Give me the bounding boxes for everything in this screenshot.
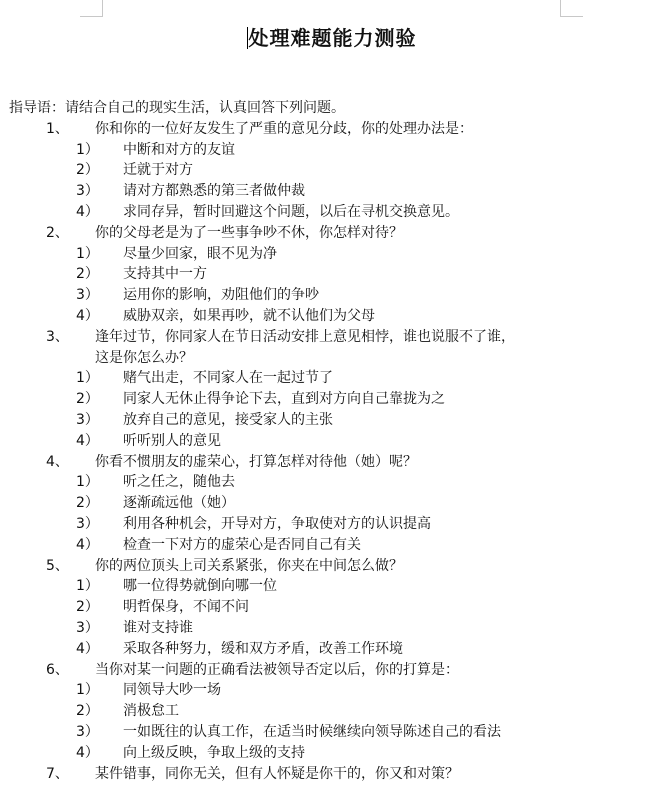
page-corner-mark-left: [80, 0, 103, 17]
question-number: 4、: [46, 453, 69, 470]
option-text: 中断和对方的友谊: [123, 141, 235, 158]
option-text: 谁对支持谁: [123, 619, 193, 636]
option-number: 1）: [76, 474, 99, 491]
option-line: [0, 514, 663, 535]
option-line: [0, 597, 663, 618]
option-line: [0, 389, 663, 410]
question-number: 7、: [46, 765, 69, 782]
option-line: [0, 618, 663, 639]
option-number: 3）: [76, 723, 99, 740]
option-line: [0, 680, 663, 701]
option-text: 听听别人的意见: [123, 432, 221, 449]
option-number: 2）: [76, 391, 99, 408]
intro-line: [0, 98, 663, 119]
option-text: 利用各种机会，开导对方，争取使对方的认识提高: [123, 515, 431, 532]
option-number: 3）: [76, 411, 99, 428]
option-text: 迁就于对方: [123, 162, 193, 179]
option-number: 4）: [76, 536, 99, 553]
question-line: [0, 119, 663, 140]
question-line: [0, 223, 663, 244]
option-line: [0, 639, 663, 660]
question-text: 你和你的一位好友发生了严重的意见分歧，你的处理办法是：: [95, 120, 473, 137]
option-text: 消极怠工: [123, 703, 179, 720]
option-text: 放弃自己的意见，接受家人的主张: [123, 411, 333, 428]
option-number: 3）: [76, 287, 99, 304]
option-number: 4）: [76, 744, 99, 761]
option-text: 逐渐疏远他（她）: [123, 495, 235, 512]
option-number: 2）: [76, 266, 99, 283]
option-line: [0, 743, 663, 764]
option-line: [0, 535, 663, 556]
option-text: 采取各种努力，缓和双方矛盾，改善工作环境: [123, 640, 403, 657]
option-text: 赌气出走，不同家人在一起过节了: [123, 370, 333, 387]
option-number: 4）: [76, 640, 99, 657]
option-line: [0, 181, 663, 202]
question-number: 5、: [46, 557, 69, 574]
option-line: [0, 368, 663, 389]
option-text: 威胁双亲，如果再吵，就不认他们为父母: [123, 307, 375, 324]
option-text: 向上级反映，争取上级的支持: [123, 744, 305, 761]
option-number: 4）: [76, 432, 99, 449]
option-number: 1）: [76, 245, 99, 262]
option-line: [0, 160, 663, 181]
option-number: 1）: [76, 370, 99, 387]
option-text: 一如既往的认真工作，在适当时候继续向领导陈述自己的看法: [123, 723, 501, 740]
option-line: [0, 306, 663, 327]
question-line: [0, 327, 663, 348]
question-text: 逢年过节，你同家人在节日活动安排上意见相悖，谁也说服不了谁，: [95, 328, 515, 345]
question-text: 某件错事，同你无关，但有人怀疑是你干的，你又和对策？: [95, 765, 459, 782]
option-line: [0, 701, 663, 722]
question-line: [0, 660, 663, 681]
option-line: [0, 576, 663, 597]
option-text: 请对方都熟悉的第三者做仲裁: [123, 183, 305, 200]
option-line: [0, 722, 663, 743]
text-cursor: [247, 27, 248, 49]
option-text: 哪一位得势就倒向哪一位: [123, 578, 277, 595]
option-number: 3）: [76, 183, 99, 200]
option-number: 1）: [76, 578, 99, 595]
option-text: 同家人无休止得争论下去，直到对方向自己靠拢为之: [123, 391, 445, 408]
option-text: 运用你的影响，劝阻他们的争吵: [123, 287, 319, 304]
document-title-text: 处理难题能力测验: [248, 26, 417, 50]
option-number: 4）: [76, 307, 99, 324]
option-number: 2）: [76, 162, 99, 179]
option-text: 听之任之，随他去: [123, 474, 235, 491]
question-number: 3、: [46, 328, 69, 345]
option-line: [0, 472, 663, 493]
option-number: 2）: [76, 495, 99, 512]
option-text: 尽量少回家，眼不见为净: [123, 245, 277, 262]
option-number: 3）: [76, 515, 99, 532]
option-line: [0, 202, 663, 223]
question-text: 你看不惯朋友的虚荣心，打算怎样对待他（她）呢？: [95, 453, 417, 470]
option-line: [0, 140, 663, 161]
question-line: [0, 764, 663, 785]
option-line: [0, 244, 663, 265]
option-text: 同领导大吵一场: [123, 682, 221, 699]
question-number: 6、: [46, 661, 69, 678]
option-number: 2）: [76, 599, 99, 616]
question-line: [0, 556, 663, 577]
option-number: 2）: [76, 703, 99, 720]
question-text: 你的父母老是为了一些事争吵不休，你怎样对待？: [95, 224, 403, 241]
option-number: 3）: [76, 619, 99, 636]
option-number: 1）: [76, 682, 99, 699]
question-text: 你的两位顶头上司关系紧张，你夹在中间怎么做？: [95, 557, 403, 574]
option-number: 1）: [76, 141, 99, 158]
option-line: [0, 264, 663, 285]
option-text: 支持其中一方: [123, 266, 207, 283]
page-corner-mark-right: [560, 0, 583, 17]
option-text: 明哲保身，不闻不问: [123, 599, 249, 616]
question-text: 当你对某一问题的正确看法被领导否定以后，你的打算是：: [95, 661, 459, 678]
question-number: 2、: [46, 224, 69, 241]
option-line: [0, 493, 663, 514]
question-line: [0, 452, 663, 473]
option-number: 4）: [76, 203, 99, 220]
option-text: 检查一下对方的虚荣心是否同自己有关: [123, 536, 361, 553]
question-line: [0, 348, 663, 369]
document-body[interactable]: [0, 98, 663, 784]
question-text: 这是你怎么办？: [95, 349, 193, 366]
question-number: 1、: [46, 120, 69, 137]
option-line: [0, 431, 663, 452]
option-line: [0, 410, 663, 431]
option-line: [0, 285, 663, 306]
option-text: 求同存异，暂时回避这个问题，以后在寻机交换意见。: [123, 203, 459, 220]
document-title[interactable]: [0, 22, 663, 51]
instruction-text: 指导语：请结合自己的现实生活，认真回答下列问题。: [9, 100, 345, 116]
